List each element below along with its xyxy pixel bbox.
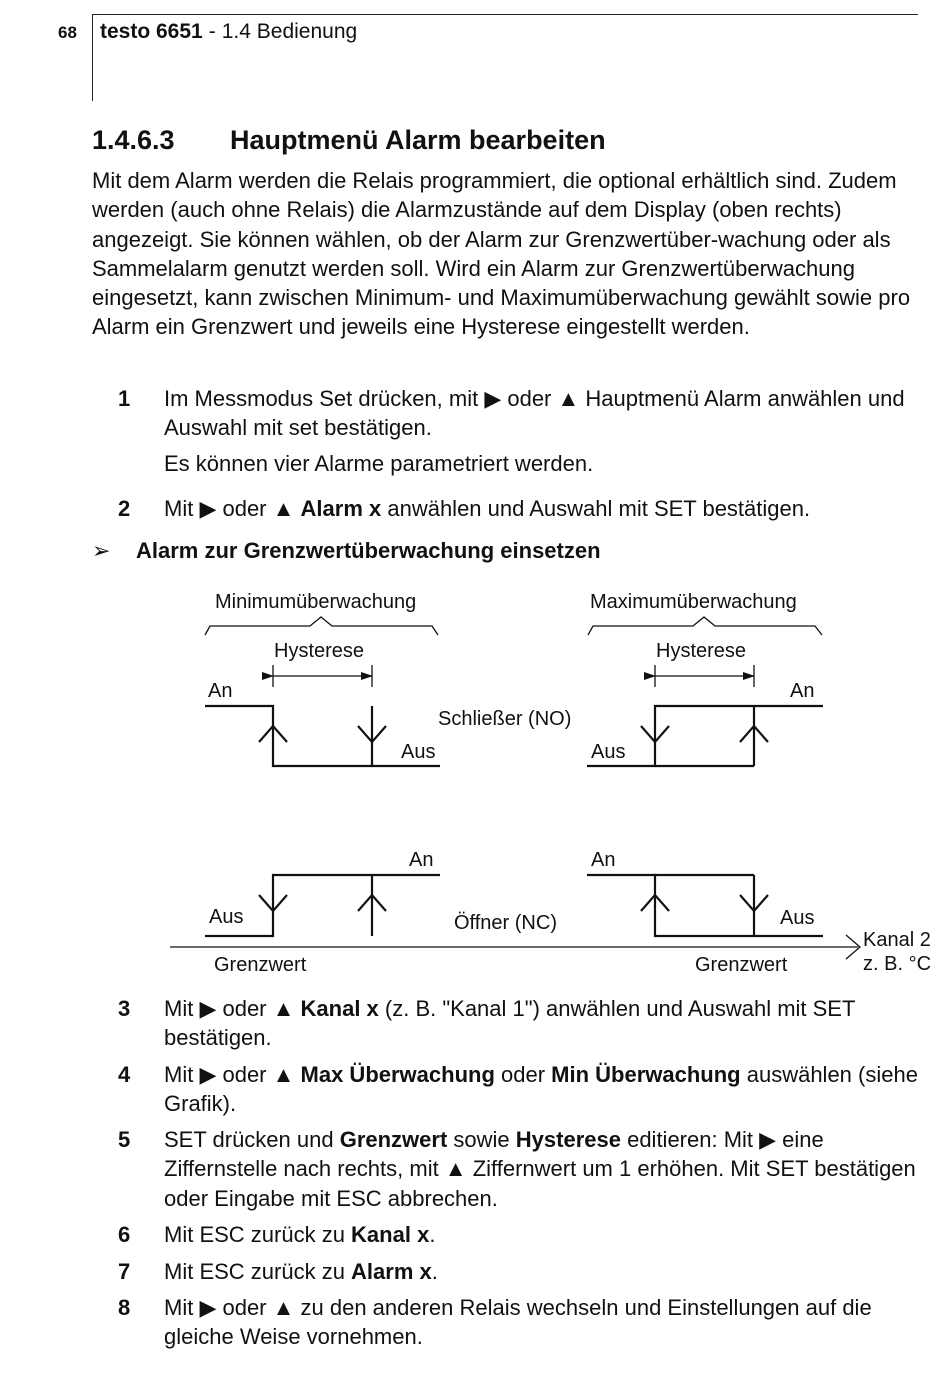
- step-text: [164, 1257, 918, 1286]
- header-separator: -: [208, 20, 216, 43]
- subheading-text: Alarm zur Grenzwertüberwachung einsetzen: [136, 538, 601, 563]
- hysterese-label-right: Hysterese: [656, 640, 747, 662]
- step-text-part: anwählen und Auswahl mit SET bestätigen.: [381, 496, 811, 521]
- no-left-on-label: An: [208, 680, 233, 702]
- step-2: [118, 494, 918, 523]
- max-brace: [588, 617, 822, 635]
- nc-left-on-label: An: [409, 849, 434, 871]
- nc-right-on-label: An: [591, 849, 616, 871]
- chapter-name: 1.4 Bedienung: [221, 20, 358, 43]
- step-number: 5: [118, 1127, 131, 1152]
- running-header: [100, 20, 357, 44]
- step-5: [118, 1125, 918, 1213]
- step-1-note: Es können vier Alarme parametriert werden.: [164, 451, 594, 476]
- nc-right-off-label: Aus: [780, 907, 815, 929]
- step-number: 1: [118, 386, 131, 411]
- step-text: [164, 494, 918, 523]
- min-brace: [205, 617, 438, 635]
- step-3: [118, 994, 918, 1053]
- no-right-off-label: Aus: [591, 741, 626, 763]
- arrow-bullet-icon: ➢: [92, 538, 111, 563]
- step-text-part: editieren: Mit ▶ eine Ziffernstelle nach rechts, mit ▲ Ziffernwert um 1 erhöhen. Mit SET bestätigen oder Eingabe mit ESC abbrechen.: [164, 1127, 916, 1211]
- hysterese-label-left: Hysterese: [274, 640, 365, 662]
- step-text-bold: Min Überwachung: [551, 1062, 741, 1087]
- step-text: [164, 1220, 918, 1249]
- section-heading: [92, 125, 606, 156]
- step-text: [164, 384, 918, 443]
- step-text-part: .: [431, 1259, 438, 1284]
- step-text-part: Mit ▶ oder ▲: [164, 496, 301, 521]
- step-4: [118, 1060, 918, 1119]
- step-number: 6: [118, 1222, 131, 1247]
- step-7: [118, 1257, 918, 1286]
- step-text-bold: Max Überwachung: [300, 1062, 495, 1087]
- step-text-part: Mit ▶ oder ▲: [164, 1062, 301, 1087]
- min-monitoring-label: Minimumüberwachung: [215, 591, 417, 613]
- max-monitoring-label: Maximumüberwachung: [590, 591, 797, 613]
- section-number: 1.4.6.3: [92, 125, 175, 155]
- step-text-part: (z. B. "Kanal 1") anwählen und Auswahl mit SET bestätigen.: [164, 996, 856, 1051]
- axis-label-line-2: z. B. °C: [863, 953, 932, 975]
- step-number: 4: [118, 1062, 131, 1087]
- alarm-hysteresis-diagram: [0, 580, 950, 980]
- axis-label-line-1: Kanal 2: [863, 929, 931, 951]
- step-text: [164, 994, 918, 1053]
- page-number: 68: [58, 23, 77, 42]
- step-number: 7: [118, 1259, 131, 1284]
- step-text-bold: Grenzwert: [339, 1127, 448, 1152]
- step-text: [164, 1293, 918, 1352]
- step-text-part: .: [429, 1222, 436, 1247]
- step-8: [118, 1293, 918, 1352]
- step-text-bold: Kanal x: [351, 1222, 430, 1247]
- step-6: [118, 1220, 918, 1249]
- limit-label-right: Grenzwert: [695, 954, 788, 976]
- step-text-part: SET drücken und: [164, 1127, 340, 1152]
- step-number: 3: [118, 996, 131, 1021]
- subheading: [92, 538, 601, 564]
- step-text-part: auswählen (siehe Grafik).: [164, 1062, 918, 1117]
- header-horizontal-rule: [92, 14, 918, 15]
- step-1: [118, 384, 918, 443]
- nc-left-off-label: Aus: [209, 906, 244, 928]
- section-title: Hauptmenü Alarm bearbeiten: [230, 125, 606, 155]
- step-text: [164, 1125, 918, 1213]
- step-number: 2: [118, 496, 131, 521]
- step-text-part: Mit ▶ oder ▲ zu den anderen Relais wechseln und Einstellungen auf die gleiche Weise vornehmen.: [164, 1295, 872, 1350]
- no-label: Schließer (NO): [438, 708, 572, 730]
- step-text: [164, 1060, 918, 1119]
- limit-label-left: Grenzwert: [214, 954, 307, 976]
- step-text-bold: Kanal x: [300, 996, 379, 1021]
- step-text-part: Mit ESC zurück zu: [164, 1259, 352, 1284]
- no-right-on-label: An: [790, 680, 815, 702]
- step-text-bold: Alarm x: [351, 1259, 432, 1284]
- step-text-part: Im Messmodus Set drücken, mit ▶ oder ▲ Hauptmenü Alarm anwählen und Auswahl mit set bestätigen.: [164, 386, 905, 441]
- step-text-part: sowie: [447, 1127, 516, 1152]
- step-text-part: Mit ESC zurück zu: [164, 1222, 352, 1247]
- nc-label: Öffner (NC): [454, 912, 557, 934]
- step-text-part: oder: [494, 1062, 552, 1087]
- intro-paragraph: Mit dem Alarm werden die Relais programmiert, die optional erhältlich sind. Zudem werden (auch ohne Relais) die Alarmzustände auf dem Display (oben rechts) angezeigt. Sie können wählen, ob der Alarm zur Grenzwertüber-wachung oder als Sammelalarm genutzt werden soll. Wird ein Alarm zur Grenzwertüberwachung eingesetzt, kann zwischen Minimum- und Maximumüberwachung gewählt sowie pro Alarm ein Grenzwert und jeweils eine Hysterese eingestellt werden.: [92, 168, 911, 340]
- no-left-off-label: Aus: [401, 741, 436, 763]
- step-text-bold: Alarm x: [300, 496, 382, 521]
- step-text-part: Mit ▶ oder ▲: [164, 996, 301, 1021]
- header-vertical-rule: [92, 15, 93, 101]
- step-text-bold: Hysterese: [515, 1127, 621, 1152]
- product-name: testo 6651: [100, 20, 203, 43]
- step-number: 8: [118, 1295, 131, 1320]
